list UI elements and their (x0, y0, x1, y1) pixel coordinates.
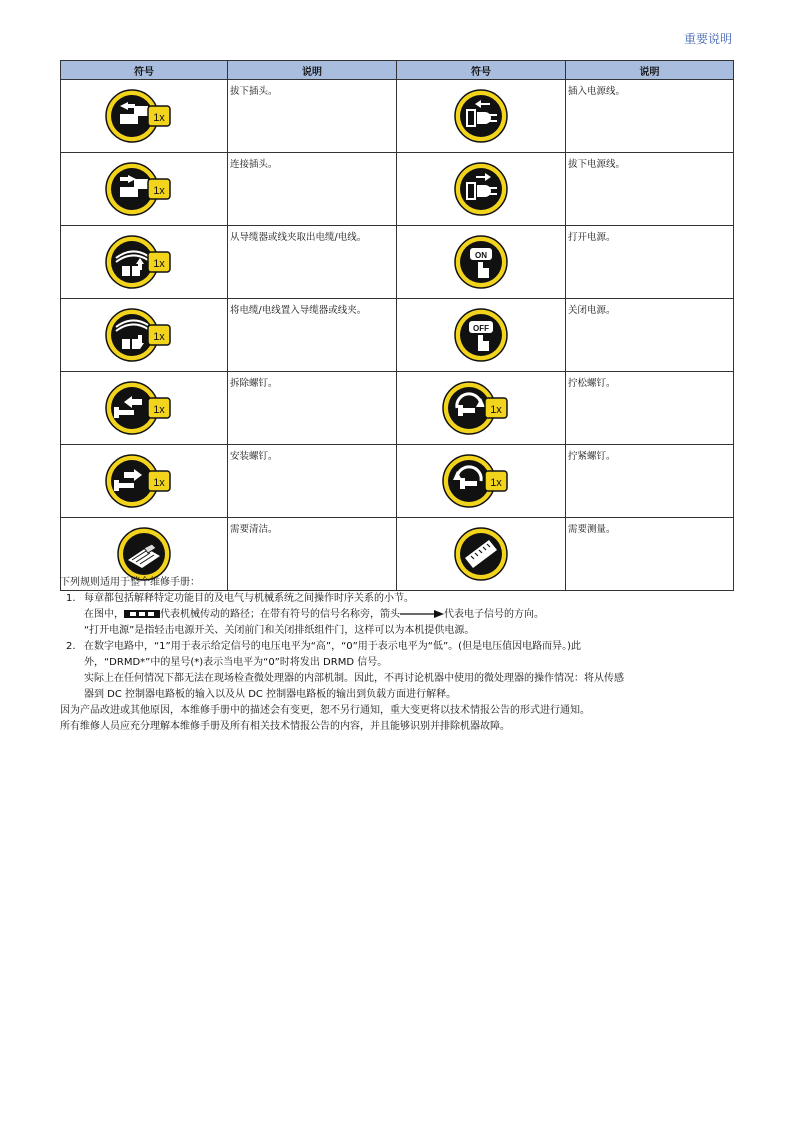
badge-text: 1x (490, 477, 502, 489)
badge-text: 1x (490, 404, 502, 416)
col-desc-header: 说明 (228, 61, 397, 80)
remove-screw-icon (104, 380, 184, 436)
note-text: 代表机械传动的路径；在带有符号的信号名称旁，箭头 (160, 609, 400, 620)
off-label: OFF (473, 324, 489, 333)
symbol-desc: 关闭电源。 (566, 299, 734, 372)
col-symbol-header: 符号 (61, 61, 228, 80)
remove-cable-from-guide-icon (104, 234, 184, 290)
symbol-desc: 拔下电源线。 (566, 153, 734, 226)
table-row (61, 153, 734, 226)
badge-text: 1x (153, 185, 165, 197)
badge-text: 1x (153, 331, 165, 343)
mechanical-path-symbol-icon (124, 610, 160, 618)
note-text: 因为产品改进或其他原因，本维修手册中的描述会有变更，恕不另行通知，重大变更将以技术情报公告的形式进行通知。 (60, 705, 590, 716)
loosen-screw-icon (441, 380, 521, 436)
badge-text: 1x (153, 477, 165, 489)
tighten-screw-icon (441, 453, 521, 509)
note-text: 外，“DRMD*”中的星号(*)表示当电平为“0”时将发出 DRMD 信号。 (84, 657, 388, 668)
symbol-desc: 拔下插头。 (228, 80, 397, 153)
table-row (61, 80, 734, 153)
symbol-desc: 将电缆/电线置入导缆器或线夹。 (228, 299, 397, 372)
table-row (61, 372, 734, 445)
note-text: 每章都包括解释特定功能目的及电气与机械系统之间操作时序关系的小节。 (84, 593, 414, 604)
badge-text: 1x (153, 258, 165, 270)
section-title: 重要说明 (683, 32, 732, 46)
measure-icon (453, 526, 509, 582)
symbol-desc: 拆除螺钉。 (228, 372, 397, 445)
install-screw-icon (104, 453, 184, 509)
list-number: 1. (66, 593, 76, 604)
note-text: 在数字电路中，“1”用于表示给定信号的电压电平为“高”，“0”用于表示电平为“低”。(但是电压值因电路而异。)此 (84, 641, 581, 652)
table-row (61, 226, 734, 299)
note-text: “打开电源”是指轻击电源开关、关闭前门和关闭排纸组件门，这样可以为本机提供电源。 (84, 625, 475, 636)
badge-text: 1x (153, 404, 165, 416)
symbol-desc: 需要测量。 (566, 518, 734, 591)
signal-arrow-icon (400, 610, 444, 618)
power-off-icon (453, 307, 509, 363)
unplug-connector-icon (104, 88, 184, 144)
note-text: 器到 DC 控制器电路板的输入以及从 DC 控制器电路板的输出到负载方面进行解释。 (84, 689, 457, 700)
symbol-desc: 连接插头。 (228, 153, 397, 226)
on-label: ON (475, 251, 487, 260)
note-text: 所有维修人员应充分理解本维修手册及所有相关技术情报公告的内容，并且能够识别并排除机器故障。 (60, 721, 510, 732)
note-text: 在图中， (84, 609, 124, 620)
unplug-power-cord-icon (453, 161, 509, 217)
power-on-icon (453, 234, 509, 290)
table-row (61, 299, 734, 372)
col-symbol-header: 符号 (397, 61, 566, 80)
col-desc-header: 说明 (566, 61, 734, 80)
symbol-desc: 打开电源。 (566, 226, 734, 299)
note-text: 代表电子信号的方向。 (444, 609, 544, 620)
symbol-desc: 需要清洁。 (228, 518, 397, 591)
symbol-desc: 拧紧螺钉。 (566, 445, 734, 518)
list-number: 2. (66, 641, 76, 652)
note-text: 实际上在任何情况下都无法在现场检查微处理器的内部机制。因此，不再讨论机器中使用的微处理器的操作情况：将从传感 (84, 673, 624, 684)
symbol-desc: 插入电源线。 (566, 80, 734, 153)
symbol-table (60, 60, 734, 591)
symbol-desc: 从导缆器或线夹取出电缆/电线。 (228, 226, 397, 299)
symbol-desc: 拧松螺钉。 (566, 372, 734, 445)
plug-in-power-cord-icon (453, 88, 509, 144)
place-cable-in-guide-icon (104, 307, 184, 363)
connect-connector-icon (104, 161, 184, 217)
badge-text: 1x (153, 112, 165, 124)
notes-intro: 下列规则适用于整个维修手册： (60, 577, 200, 588)
rules-notes (60, 575, 740, 735)
clean-icon (116, 526, 172, 582)
table-row (61, 445, 734, 518)
symbol-desc: 安装螺钉。 (228, 445, 397, 518)
